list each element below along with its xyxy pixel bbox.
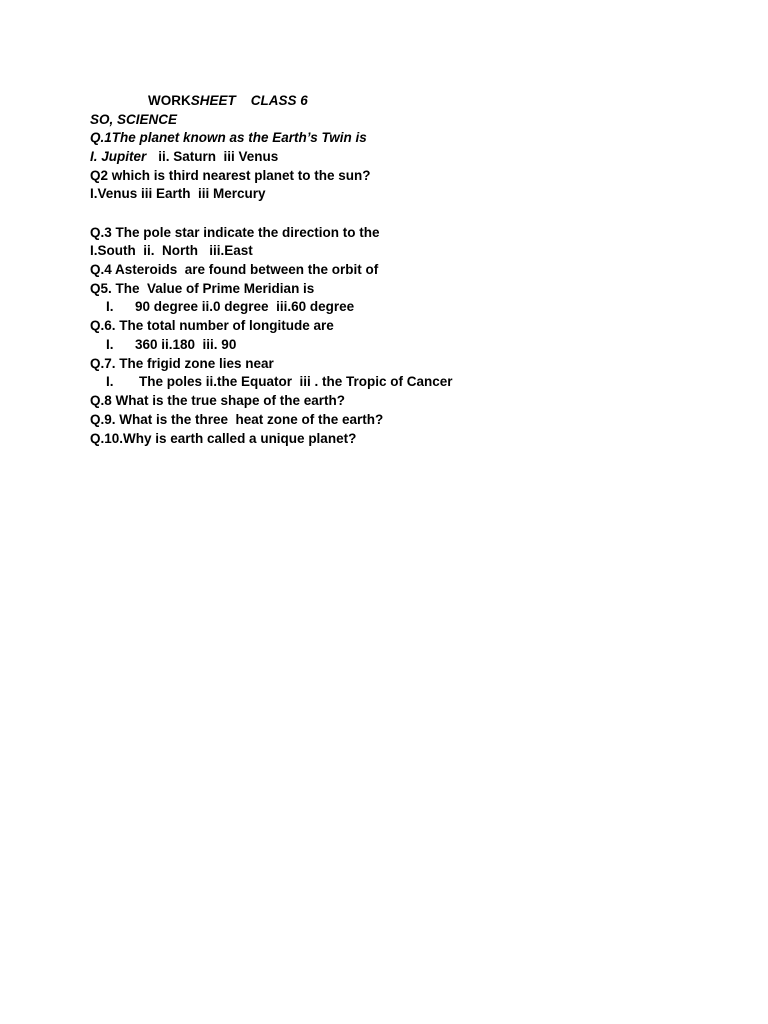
q1-option-b: ii. Saturn iii Venus xyxy=(158,149,279,164)
question-5-marker: I. xyxy=(106,299,114,314)
subject-label: SO, SCIENCE xyxy=(90,112,178,127)
question-6-options: 360 ii.180 iii. 90 xyxy=(135,337,237,352)
question-5: Q5. The Value of Prime Meridian is xyxy=(90,281,315,296)
q1-option-a: I. Jupiter xyxy=(90,149,147,164)
question-8: Q.8 What is the true shape of the earth? xyxy=(90,393,346,408)
class-label: CLASS 6 xyxy=(250,93,308,108)
question-2: Q2 which is third nearest planet to the sun? xyxy=(90,168,371,183)
question-1: Q.1The planet known as the Earth’s Twin is xyxy=(90,130,367,145)
question-4: Q.4 Asteroids are found between the orbit of xyxy=(90,262,379,277)
question-7-marker: I. xyxy=(106,374,114,389)
question-6: Q.6. The total number of longitude are xyxy=(90,318,334,333)
question-6-marker: I. xyxy=(106,337,114,352)
question-10: Q.10.Why is earth called a unique planet? xyxy=(90,431,357,446)
question-1-options xyxy=(90,148,278,166)
title-sheet: SHEET xyxy=(190,93,236,108)
question-3-options: I.South ii. North iii.East xyxy=(90,243,253,258)
question-3: Q.3 The pole star indicate the direction to the xyxy=(90,225,380,240)
worksheet-title xyxy=(148,92,308,110)
question-7: Q.7. The frigid zone lies near xyxy=(90,356,274,371)
question-5-options: 90 degree ii.0 degree iii.60 degree xyxy=(135,299,355,314)
question-7-options: The poles ii.the Equator iii . the Tropic of Cancer xyxy=(139,374,453,389)
question-2-options: I.Venus iii Earth iii Mercury xyxy=(90,186,266,201)
question-9: Q.9. What is the three heat zone of the earth? xyxy=(90,412,384,427)
title-work: WORK xyxy=(148,93,191,108)
